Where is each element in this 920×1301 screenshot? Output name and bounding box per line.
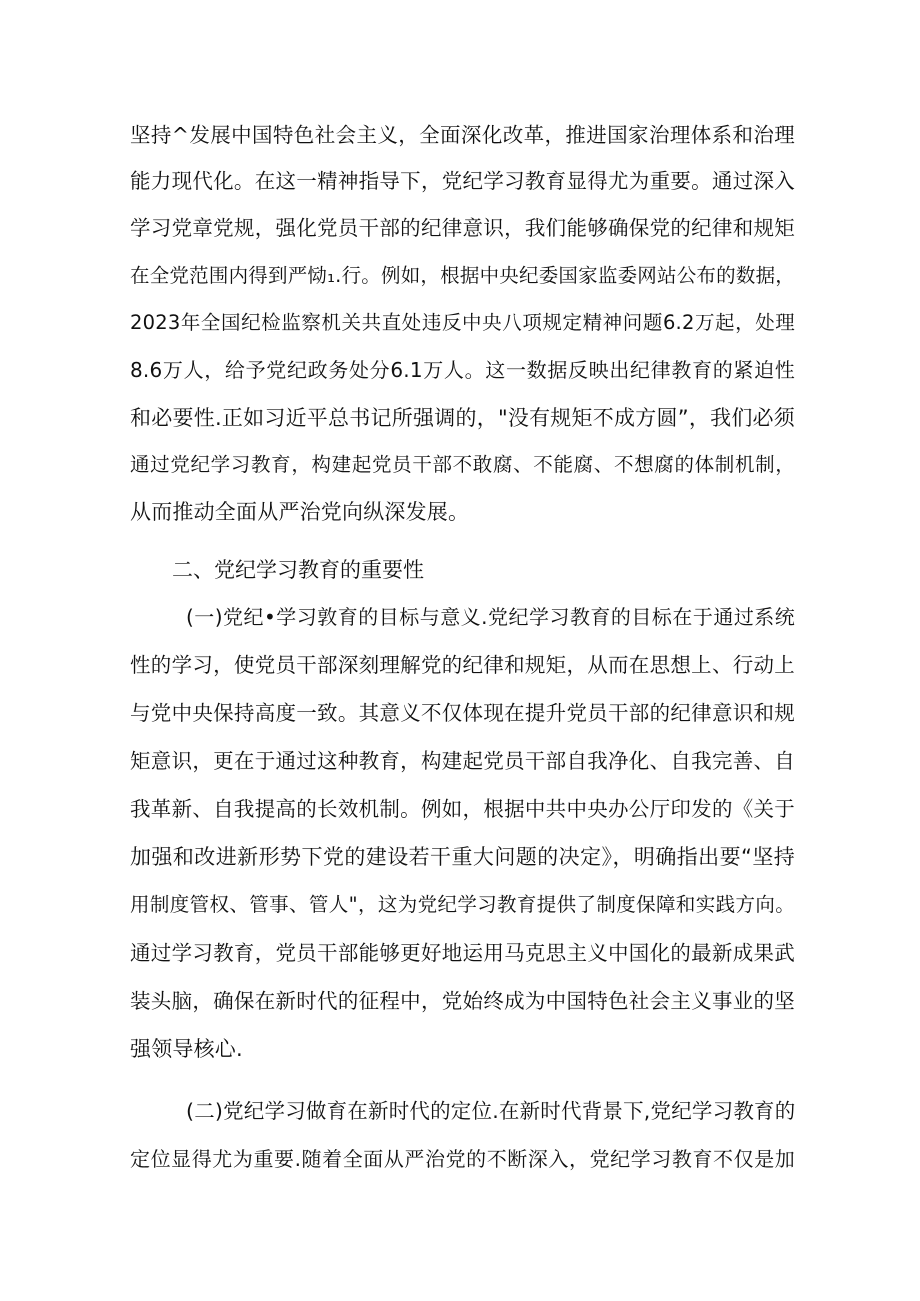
paragraph-2-line-1: (一)党纪•学习敦育的目标与意义.党纪学习教育的目标在于通过系统 bbox=[186, 605, 795, 629]
paragraph-1-line-2: 能力现代化。在这一精神指导下，党纪学习教育显得尤为重要。通过深入 bbox=[130, 169, 795, 193]
paragraph-2-line-10: 强领导核心. bbox=[130, 1037, 243, 1061]
paragraph-1-line-5: 2023年全国纪检监察机关共直处违反中央八项规定精神问题6.2万起，处理 bbox=[130, 311, 795, 334]
paragraph-2-line-7: 用制度管权、管事、管人"，这为党纪学习教育提供了制度保障和实践方向。 bbox=[130, 893, 795, 916]
section-heading: 二、党纪学习教育的重要性 bbox=[172, 558, 424, 582]
paragraph-1-line-4: 在全党范围内得到严恸₁.行。例如，根据中央纪委国家监委网站公布的数据， bbox=[130, 264, 795, 287]
paragraph-2-line-2: 性的学习，使党员干部深刻理解党的纪律和规矩，从而在思想上、行动上 bbox=[130, 653, 795, 677]
paragraph-2-line-4: 矩意识，更在于通过这种教育，构建起党员干部自我净化、自我完善、自 bbox=[130, 749, 795, 773]
paragraph-3-line-2: 定位显得尤为重要.随着全面从严治党的不断深入，党纪学习教育不仅是加 bbox=[130, 1147, 795, 1171]
paragraph-2-line-9: 装头脑，确保在新时代的征程中，党始终成为中国特色社会主义事业的坚 bbox=[130, 989, 795, 1013]
paragraph-1-line-9: 从而推动全面从严治党向纵深发展。 bbox=[130, 500, 470, 524]
paragraph-1-line-7: 和必要性.正如习近平总书记所强调的，"没有规矩不成方圆”，我们必须 bbox=[130, 406, 795, 430]
paragraph-3-line-1: (二)党纪学习做育在新时代的定位.在新时代背景下,党纪学习教育的 bbox=[186, 1099, 795, 1123]
paragraph-1-line-3: 学习党章党规，强化党员干部的纪律意识，我们能够确保党的纪律和规矩 bbox=[130, 216, 795, 240]
paragraph-2-line-6: 加强和改进新形势下党的建设若干重大问题的决定》，明确指出要“坚持 bbox=[130, 845, 795, 869]
paragraph-1-line-1: 坚持^发展中国特色社会主义，全面深化改革，推进国家治理体系和治理 bbox=[130, 123, 795, 147]
paragraph-2-line-5: 我革新、自我提高的长效机制。例如，根据中共中央办公厅印发的《关于 bbox=[130, 797, 795, 821]
paragraph-1-line-8: 通过党纪学习教育，构建起党员干部不敢腐、不能腐、不想腐的体制机制， bbox=[130, 453, 795, 476]
paragraph-1-line-6: 8.6万人，给予党纪政务处分6.1万人。这一数据反映出纪律教育的紧迫性 bbox=[130, 358, 795, 382]
paragraph-2-line-3: 与党中央保持高度一致。其意义不仅体现在提升党员干部的纪律意识和规 bbox=[130, 701, 795, 725]
paragraph-2-line-8: 通过学习教育，党员干部能够更好地运用马克思主义中国化的最新成果武 bbox=[130, 941, 795, 965]
